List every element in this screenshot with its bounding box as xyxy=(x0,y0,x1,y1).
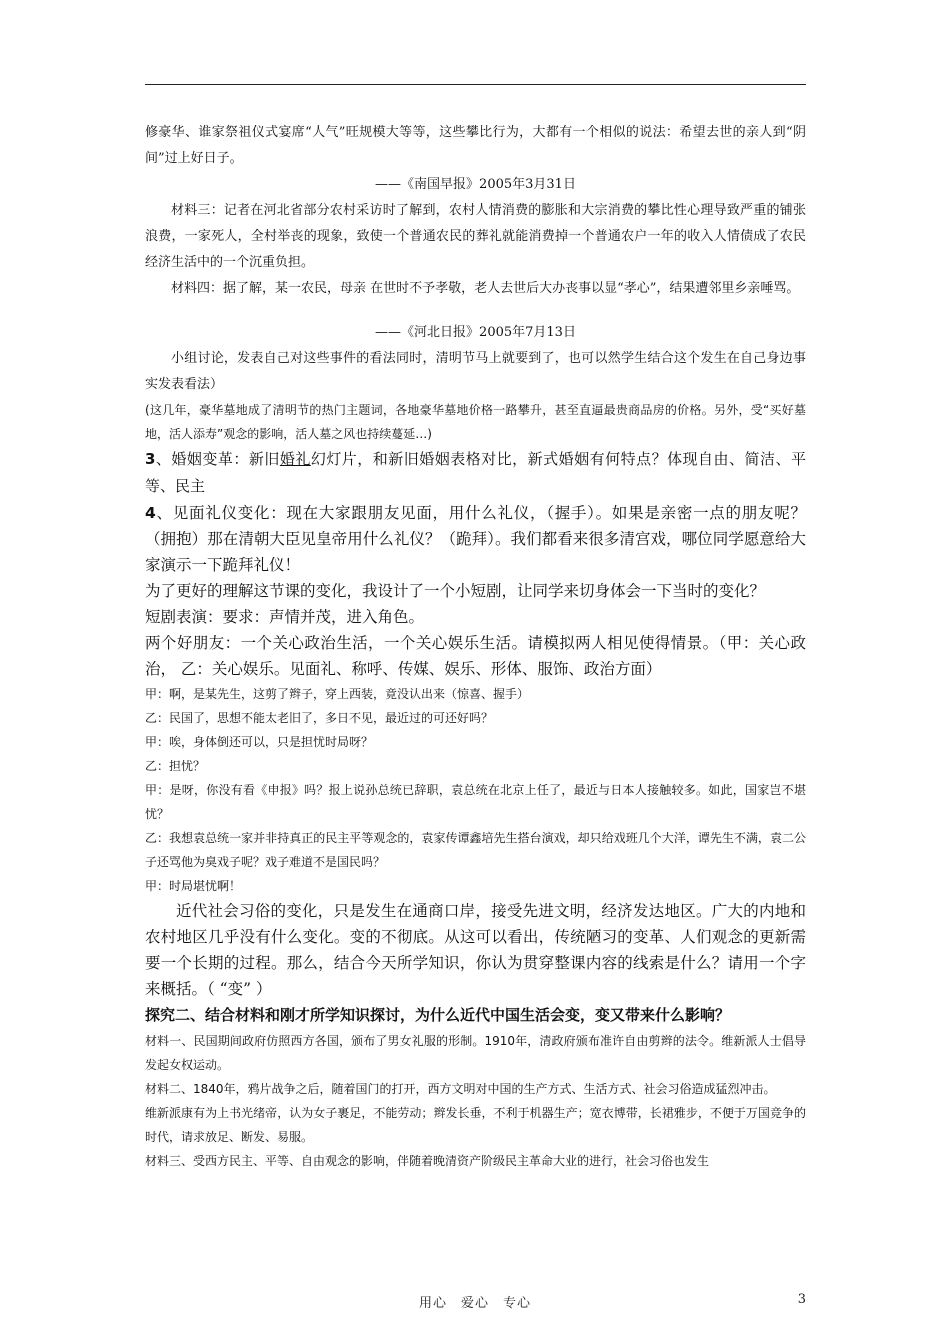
source-hebei-ribao: ——《河北日报》2005年7月13日 xyxy=(375,325,576,340)
short-play-requirement: 短剧表演：要求：声情并茂，进入角色。 xyxy=(145,608,425,626)
inquiry-two-heading: 探究二、结合材料和刚才所学知识探讨，为什么近代中国生活会变，变又带来什么影响？ xyxy=(145,1006,731,1024)
dialogue-line: 甲：啊，是某先生，这剪了辫子，穿上西装，竟没认出来（惊喜、握手） xyxy=(145,687,530,701)
short-play-intro: 为了更好的理解这节课的变化，我设计了一个小短剧，让同学来切身体会一下当时的变化？ xyxy=(145,582,766,600)
spacer xyxy=(145,302,806,320)
short-play-scenario: 两个好朋友：一个关心政治生活，一个关心娱乐生活。请模拟两人相见使得情景。（甲：关心政治， 乙：关心娱乐。见面礼、称呼、传媒、娱乐、形体、服饰、政治方面） xyxy=(145,634,806,678)
material-two: 材料二、1840年，鸦片战争之后，随着国门的打开，西方文明对中国的生产方式、生活方式、社会习俗造成猛烈冲击。 xyxy=(145,1082,776,1096)
dialogue-line: 甲：唉，身体倒还可以，只是担忧时局呀？ xyxy=(145,735,374,749)
dialogue-line: 乙：我想袁总统一家并非持真正的民主平等观念的，袁家传谭鑫培先生搭台演戏，却只给戏班几个大洋，谭先生不满，袁二公子还骂他为臭戏子呢？戏子难道不是国民吗？ xyxy=(145,831,806,869)
material-three: 材料三：记者在河北省部分农村采访时了解到，农村人情消费的膨胀和大宗消费的攀比性心理导致严重的铺张浪费，一家死人，全村举丧的现象，致使一个普通农民的葬礼就能消费掉一个普通农户一年的收入人情债成了农民经济生活中的一个沉重负担。 xyxy=(145,203,806,270)
greeting-etiquette-text: 、见面礼仪变化：现在大家跟朋友见面，用什么礼仪，（握手）。如果是亲密一点的朋友呢？（拥抱）那在清朝大臣见皇帝用什么礼仪？（跪拜）。我们都看来很多清宫戏，哪位同学愿意给大家演示一下跪拜礼仪！ xyxy=(145,504,806,574)
item-number-4: 4 xyxy=(145,504,156,522)
footer-motto: 用心 爱心 专心 xyxy=(418,1296,531,1311)
material-three-influence: 材料三、受西方民主、平等、自由观念的影响，伴随着晚清资产阶级民主革命大业的进行，社会习俗也发生 xyxy=(145,1154,710,1168)
dialogue-line: 甲：是呀，你没有看《申报》吗？报上说孙总统已辞职，袁总统在北京上任了，最近与日本人接触较多。如此，国家岂不堪忧？ xyxy=(145,783,806,821)
dialogue-line: 乙：担忧？ xyxy=(145,759,206,773)
material-four: 材料四：据了解，某一农民，母亲 在世时不予孝敬，老人去世后大办丧事以显“孝心”，结果遭邻里乡亲唾骂。 xyxy=(171,281,800,296)
dialogue-line: 甲：时局堪忧啊！ xyxy=(145,879,242,893)
header-rule xyxy=(145,84,806,85)
page-number: 3 xyxy=(797,1292,806,1307)
paragraph-burial-extravagance: 修豪华、谁家祭祖仪式宴席“人气”旺规模大等等，这些攀比行为，大都有一个相似的说法：希望去世的亲人到“阴间”过上好日子。 xyxy=(145,125,806,166)
greeting-etiquette xyxy=(145,500,806,578)
marriage-reform-text-2: 幻灯片，和新旧婚姻表格对比，新式婚姻有何特点？体现自由、简洁、平等、民主 xyxy=(145,450,806,495)
item-number-3: 3 xyxy=(145,450,156,468)
document-body xyxy=(145,120,806,1173)
dialogue-line: 乙：民国了，思想不能太老旧了，多日不见，最近过的可还好吗？ xyxy=(145,711,494,725)
change-summary: 近代社会习俗的变化，只是发生在通商口岸，接受先进文明，经济发达地区。广大的内地和农村地区几乎没有什么变化。变的不彻底。从这可以看出，传统陋习的变革、人们观念的更新需要一个长期的过程。那么，结合今天所学知识，你认为贯穿整课内容的线索是什么？请用一个字来概括。（ “变” ） xyxy=(145,902,806,998)
tomb-note: (这几年，豪华墓地成了清明节的热门主题词，各地豪华墓地价格一路攀升，甚至直逼最贵商品房的价格。另外，受“买好墓地，活人添寿”观念的影响，活人墓之风也持续蔓延…) xyxy=(145,403,806,441)
marriage-reform-text-1: 、婚姻变革：新旧 xyxy=(155,450,280,468)
wedding-link: 婚礼 xyxy=(279,450,311,468)
group-discussion: 小组讨论，发表自己对这些事件的看法同时，清明节马上就要到了，也可以然学生结合这个发生在自己身边事实发表看法） xyxy=(145,351,806,392)
source-nanguo-zaobao: ——《南国早报》2005年3月31日 xyxy=(375,177,576,192)
marriage-reform xyxy=(145,446,806,500)
kang-youwei-petition: 维新派康有为上书光绪帝，认为女子裹足，不能劳动；辫发长垂，不利于机器生产；宽衣博带，长裙雅步，不便于万国竞争的时代，请求放足、断发、易服。 xyxy=(145,1106,806,1144)
material-one: 材料一、民国期间政府仿照西方各国，颁布了男女礼服的形制。1910年，清政府颁布准许自由剪辫的法令。维新派人士倡导发起女权运动。 xyxy=(145,1034,806,1072)
